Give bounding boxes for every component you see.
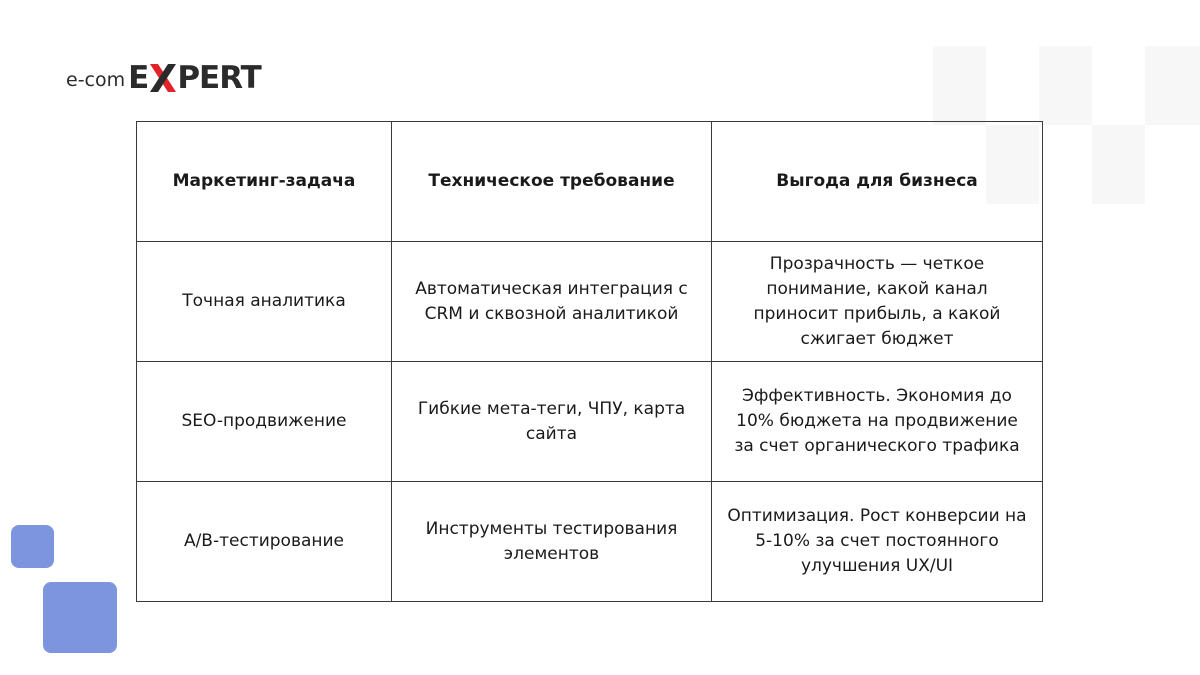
decorative-blue-square-small [11,525,54,568]
cell-task: Точная аналитика [137,242,392,362]
cell-task: SEO-продвижение [137,362,392,482]
decorative-square [1145,46,1200,125]
table-row [137,482,1043,602]
table-row [137,242,1043,362]
header-business-benefit: Выгода для бизнеса [712,122,1043,242]
header-marketing-task: Маркетинг-задача [137,122,392,242]
cell-benefit: Оптимизация. Рост конверсии на 5-10% за счет постоянного улучшения UX/UI [712,482,1043,602]
logo-wordmark [128,60,261,96]
cell-task: A/B-тестирование [137,482,392,602]
cell-benefit: Прозрачность — четкое понимание, какой канал приносит прибыль, а какой сжигает бюджет [712,242,1043,362]
decorative-blue-square-large [43,582,117,653]
table-row [137,362,1043,482]
header-technical-requirement: Техническое требование [392,122,712,242]
decorative-square [933,46,986,125]
cell-requirement: Гибкие мета-теги, ЧПУ, карта сайта [392,362,712,482]
cell-requirement: Инструменты тестирования элементов [392,482,712,602]
comparison-table [136,121,1043,602]
brand-logo [66,60,261,96]
decorative-square [1092,125,1145,204]
cell-benefit: Эффективность. Экономия до 10% бюджета на продвижение за счет органического трафика [712,362,1043,482]
table-header-row [137,122,1043,242]
decorative-square [1039,46,1092,125]
logo-letter-e: E [128,60,149,96]
logo-prefix: e-com [66,69,126,91]
logo-x-icon [150,64,176,92]
logo-word-rest: PERT [177,60,261,96]
cell-requirement: Автоматическая интеграция с CRM и сквозной аналитикой [392,242,712,362]
